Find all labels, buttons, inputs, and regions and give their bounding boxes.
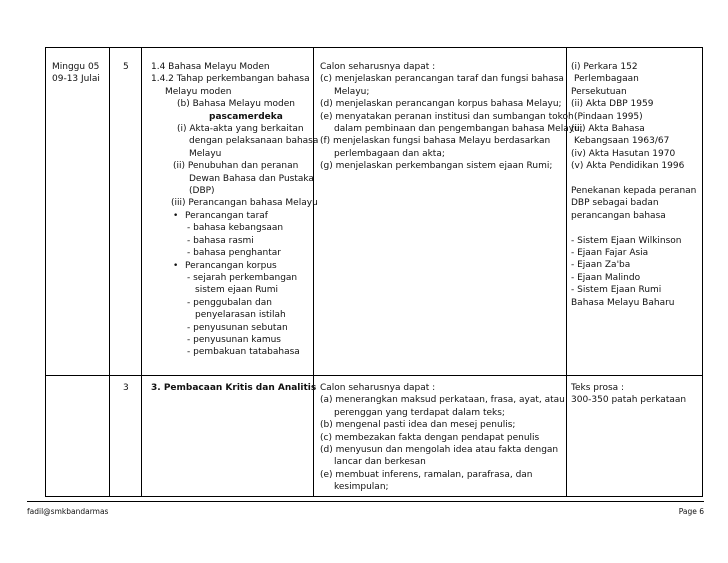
bullet-icon: •: [173, 260, 179, 271]
note-2: Perlembagaan: [574, 74, 639, 85]
topic-heading-2: 3. Pembacaan Kritis dan Analitis: [151, 383, 317, 393]
note2-2: 300-350 patah perkataan: [571, 395, 687, 406]
item-ii-cont1: Dewan Bahasa dan Pustaka: [189, 173, 314, 184]
outcome-c: (c) menjelaskan perancangan taraf dan fungsi bahasa: [320, 74, 564, 85]
korpus-item-5: - pembakuan tatabahasa: [187, 347, 300, 358]
item-iii: (iii) Perancangan bahasa Melayu: [171, 198, 318, 209]
note-16: - Ejaan Malindo: [571, 272, 641, 283]
outcome2-a-cont: perenggan yang terdapat dalam teks;: [334, 407, 505, 418]
note-9: (v) Akta Pendidikan 1996: [571, 161, 685, 172]
week-dates: 09-13 Julai: [52, 74, 100, 85]
subtopic-cont: Melayu moden: [165, 86, 232, 97]
outcome-f: (f) menjelaskan fungsi bahasa Melayu berdasarkan: [320, 136, 551, 147]
note-11: DBP sebagai badan: [571, 198, 659, 209]
note-6: (iii) Akta Bahasa: [571, 124, 645, 135]
note-3: Persekutuan: [571, 86, 627, 97]
outcome2-b: (b) mengenal pasti idea dan mesej penulis;: [320, 420, 516, 431]
note-10: Penekanan kepada peranan: [571, 186, 697, 197]
outcome-g: (g) menjelaskan perkembangan sistem ejaan Rumi;: [320, 161, 553, 172]
taraf-item-2: - bahasa rasmi: [187, 235, 254, 246]
outcome-e: (e) menyatakan peranan institusi dan sumbangan tokoh: [320, 111, 574, 122]
outcome2-d: (d) menyusun dan mengolah idea atau fakta dengan: [320, 445, 559, 456]
outcomes-cell-2: [320, 382, 565, 494]
notes-cell: [571, 61, 696, 309]
note-15: - Ejaan Za'ba: [571, 260, 631, 271]
note-7: Kebangsaan 1963/67: [574, 136, 670, 147]
note-12: perancangan bahasa: [571, 210, 666, 221]
week-cell: [52, 61, 100, 86]
item-ii: (ii) Penubuhan dan peranan: [173, 161, 299, 172]
bullet-korpus: [151, 260, 318, 272]
outcome-f-cont: perlembagaan dan akta;: [334, 148, 445, 159]
col-divider-no: [141, 47, 142, 497]
outcome2-c: (c) membezakan fakta dengan pendapat penulis: [320, 432, 540, 443]
outcome2-intro: Calon seharusnya dapat :: [320, 383, 436, 393]
footer-author: fadil@smkbandarmas: [27, 507, 109, 516]
item-i: (i) Akta-akta yang berkaitan: [177, 124, 304, 135]
korpus-item-3: - penyusunan sebutan: [187, 322, 288, 333]
bullet-taraf-label: Perancangan taraf: [185, 210, 268, 221]
page-number: Page 6: [678, 507, 704, 516]
outcome2-a: (a) menerangkan maksud perkataan, frasa, ayat, atau: [320, 395, 565, 406]
outcome-c-cont: Melayu;: [334, 86, 370, 97]
topic-heading: 1.4 Bahasa Melayu Moden: [151, 62, 270, 72]
bullet-korpus-label: Perancangan korpus: [185, 260, 277, 271]
korpus-item-1-cont: sistem ejaan Rumi: [195, 285, 279, 296]
note-17: - Sistem Ejaan Rumi: [571, 285, 662, 296]
item-i-cont1: dengan pelaksanaan bahasa: [189, 136, 319, 147]
hours-value: 5: [123, 62, 129, 72]
content-cell-2: [151, 382, 316, 394]
note-spacer: [571, 222, 696, 234]
outcome-d: (d) menjelaskan perancangan korpus bahasa Melayu;: [320, 99, 562, 110]
item-i-cont2: Melayu: [189, 148, 222, 159]
taraf-item-3: - bahasa penghantar: [187, 248, 281, 259]
outcomes-cell: [320, 61, 583, 173]
note-spacer: [571, 173, 696, 185]
outcome-e-cont: dalam pembinaan dan pengembangan bahasa Melayu;: [334, 124, 583, 135]
outcome-intro: Calon seharusnya dapat :: [320, 62, 436, 72]
note-1: (i) Perkara 152: [571, 62, 638, 72]
col-divider-week: [109, 47, 110, 497]
section-b-cont: pascamerdeka: [209, 111, 283, 122]
week-label: Minggu 05: [52, 62, 100, 72]
bullet-taraf: [151, 210, 318, 222]
outcome2-e-cont: kesimpulan;: [334, 482, 389, 493]
hours-cell-2: [123, 382, 129, 394]
item-ii-cont2: (DBP): [189, 186, 215, 197]
taraf-item-1: - bahasa kebangsaan: [187, 223, 284, 234]
note-18: Bahasa Melayu Baharu: [571, 297, 675, 308]
korpus-item-2: - penggubalan dan: [187, 297, 272, 308]
row-divider: [45, 375, 703, 376]
note-4: (ii) Akta DBP 1959: [571, 99, 654, 110]
footer-rule: [27, 501, 704, 502]
korpus-item-1: - sejarah perkembangan: [187, 272, 298, 283]
note-13: - Sistem Ejaan Wilkinson: [571, 235, 682, 246]
korpus-item-4: - penyusunan kamus: [187, 334, 281, 345]
content-cell: [151, 61, 318, 359]
hours-cell: [123, 61, 129, 73]
notes-cell-2: [571, 382, 686, 407]
note-5: (Pindaan 1995): [574, 111, 643, 122]
note-14: - Ejaan Fajar Asia: [571, 248, 649, 259]
hours-value-2: 3: [123, 383, 129, 393]
outcome2-d-cont: lancar dan berkesan: [334, 457, 426, 468]
section-b: (b) Bahasa Melayu moden: [177, 99, 296, 110]
korpus-item-2-cont: penyelarasan istilah: [195, 310, 286, 321]
bullet-icon: •: [173, 210, 179, 221]
note2-1: Teks prosa :: [571, 383, 625, 393]
subtopic: 1.4.2 Tahap perkembangan bahasa: [151, 74, 310, 85]
outcome2-e: (e) membuat inferens, ramalan, parafrasa, dan: [320, 469, 533, 480]
note-8: (iv) Akta Hasutan 1970: [571, 148, 676, 159]
